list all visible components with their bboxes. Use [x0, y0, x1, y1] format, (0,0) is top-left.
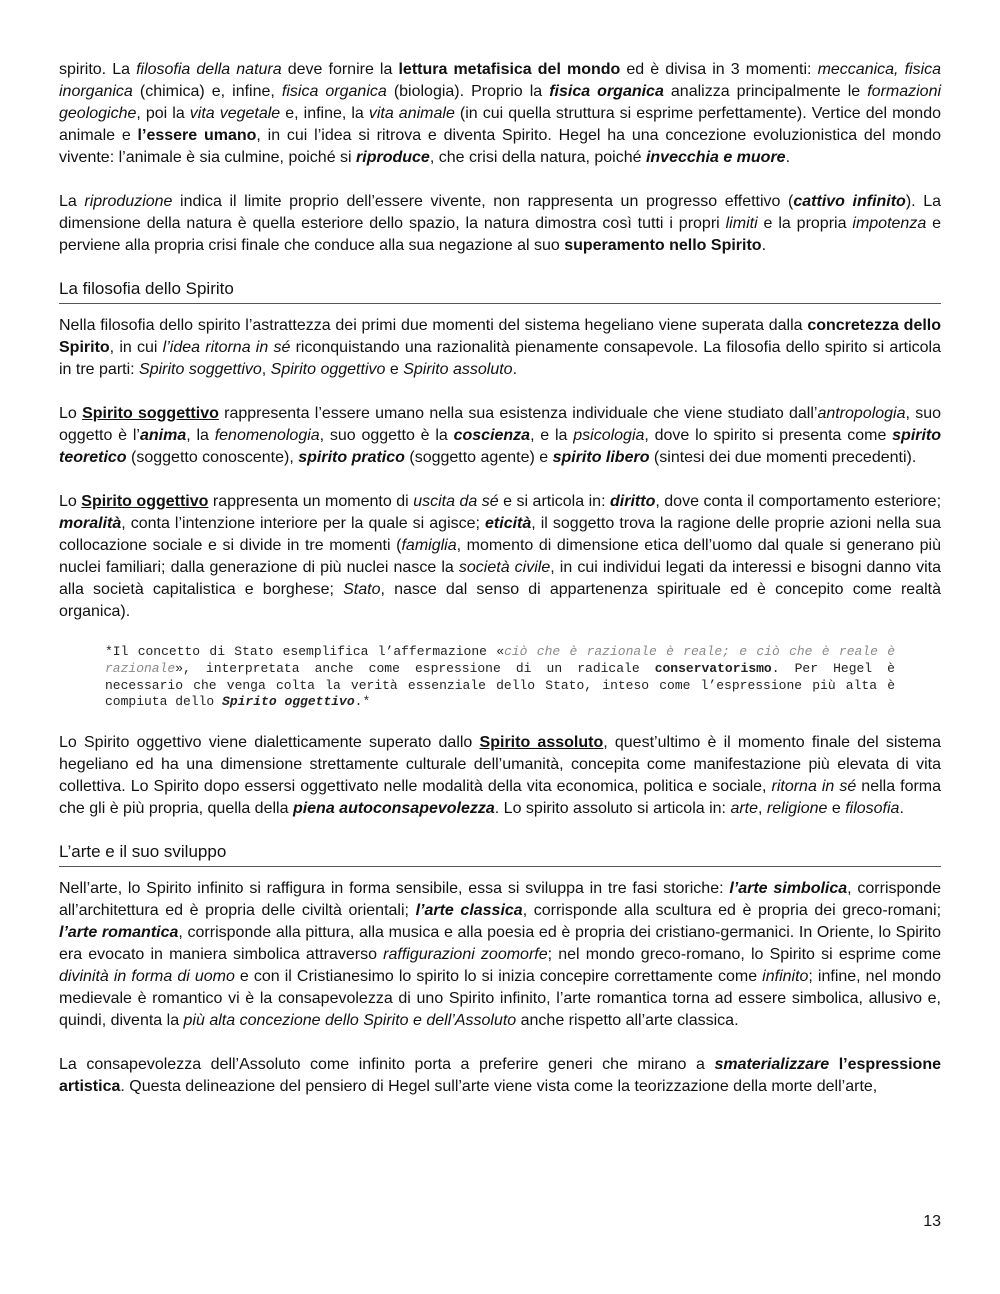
section-heading-arte [59, 841, 941, 867]
paragraph-riproduzione: La riproduzione indica il limite proprio dell’essere vivente, non rappresenta un progresso effettivo (cattivo infinito). La dimensione della natura è quella esteriore dello spazio, la natura dimostra così tutti i propri limiti e la propria impotenza e perviene alla propria crisi finale che conduce alla sua negazione al suo superamento nello Spirito. [59, 193, 942, 254]
paragraph-filosofia-natura: spirito. La filosofia della natura deve fornire la lettura metafisica del mondo ed è divisa in 3 momenti: meccanica, fisica inorganica (chimica) e, infine, fisica organica (biologia). Proprio la fisica organica analizza principalmente le formazioni geologiche, poi la vita vegetale e, infine, la vita animale (in cui quella struttura si esprime perfettamente). Vertice del mondo animale e l’essere umano, in cui l’idea si ritrova e diventa Spirito. Hegel ha una concezione evoluzionistica del mondo vivente: l’animale è sia culmine, poiché si riproduce, che crisi della natura, poiché invecchia e muore. [59, 61, 942, 166]
document-page [59, 59, 941, 1098]
paragraph-spirito-soggettivo: Lo Spirito soggettivo rappresenta l’essere umano nella sua esistenza individuale che viene studiato dall’antropologia, suo oggetto è l’anima, la fenomenologia, suo oggetto è la coscienza, e la psicologia, dove lo spirito si presenta come spirito teoretico (soggetto conoscente), spirito pratico (soggetto agente) e spirito libero (sintesi dei due momenti precedenti). [59, 405, 942, 466]
paragraph-spirito-oggettivo: Lo Spirito oggettivo rappresenta un momento di uscita da sé e si articola in: diritto, dove conta il comportamento esteriore; moralità, conta l’intenzione interiore per la quale si agisce; eticità, il soggetto trova la ragione delle proprie azioni nella sua collocazione sociale e si divide in tre momenti (famiglia, momento di dimensione etica dell’uomo dal quale si generano più nuclei familiari; dalla generazione di più nuclei nasce la società civile, in cui individui legati da interessi e bisogni danno vita alla società capitalistica e borghese; Stato, nasce dal senso di appartenenza spirituale ed è concepito come realtà organica). [59, 493, 942, 620]
page-number: 13 [923, 1213, 941, 1230]
paragraph-morte-arte: La consapevolezza dell’Assoluto come infinito porta a preferire generi che mirano a smaterializzare l’espressione artistica. Questa delineazione del pensiero di Hegel sull’arte viene vista come la teorizzazione della morte dell’arte, [59, 1056, 942, 1096]
section-title: L’arte e il suo sviluppo [59, 841, 941, 867]
block-quote: *Il concetto di Stato esemplifica l’affermazione «ciò che è razionale è reale; e ciò che è reale è razionale», interpretata anche come espressione di un radicale conservatorismo. Per Hegel è necessario che venga colta la verità essenziale dello Stato, inteso come l’espressione più alta è compiuta dello Spirito oggettivo.* [105, 644, 895, 710]
paragraph-arte-fasi: Nell’arte, lo Spirito infinito si raffigura in forma sensibile, essa si sviluppa in tre fasi storiche: l’arte simbolica, corrisponde all’architettura ed è propria delle civiltà orientali; l’arte classica, corrisponde alla scultura ed è propria dei greco-romani; l’arte romantica, corrisponde alla pittura, alla musica e alla poesia ed è propria dei cristiano-germanici. In Oriente, lo Spirito era evocato in maniera simbolica attraverso raffigurazioni zoomorfe; nel mondo greco-romano, lo Spirito si esprime come divinità in forma di uomo e con il Cristianesimo lo spirito lo si inizia concepire correttamente come infinito; infine, nel mondo medievale è romantico vi è la consapevolezza di uno Spirito infinito, l’arte romantica torna ad essere simbolica, allusivo e, quindi, diventa la più alta concezione dello Spirito e dell’Assoluto anche rispetto all’arte classica. [59, 880, 942, 1030]
section-title: La filosofia dello Spirito [59, 278, 941, 304]
paragraph-spirito-assoluto: Lo Spirito oggettivo viene dialetticamente superato dallo Spirito assoluto, quest’ultimo è il momento finale del sistema hegeliano ed ha una dimensione strettamente culturale dell’umanità, concepita come manifestazione più elevata di vita collettiva. Lo Spirito dopo essersi oggettivato nelle modalità della vita economica, politica e sociale, ritorna in sé nella forma che gli è più propria, quella della piena autoconsapevolezza. Lo spirito assoluto si articola in: arte, religione e filosofia. [59, 734, 942, 818]
section-heading-filosofia-spirito [59, 278, 941, 304]
paragraph-intro-spirito: Nella filosofia dello spirito l’astrattezza dei primi due momenti del sistema hegeliano viene superata dalla concretezza dello Spirito, in cui l’idea ritorna in sé riconquistando una razionalità pienamente consapevole. La filosofia dello spirito si articola in tre parti: Spirito soggettivo, Spirito oggettivo e Spirito assoluto. [59, 317, 942, 378]
